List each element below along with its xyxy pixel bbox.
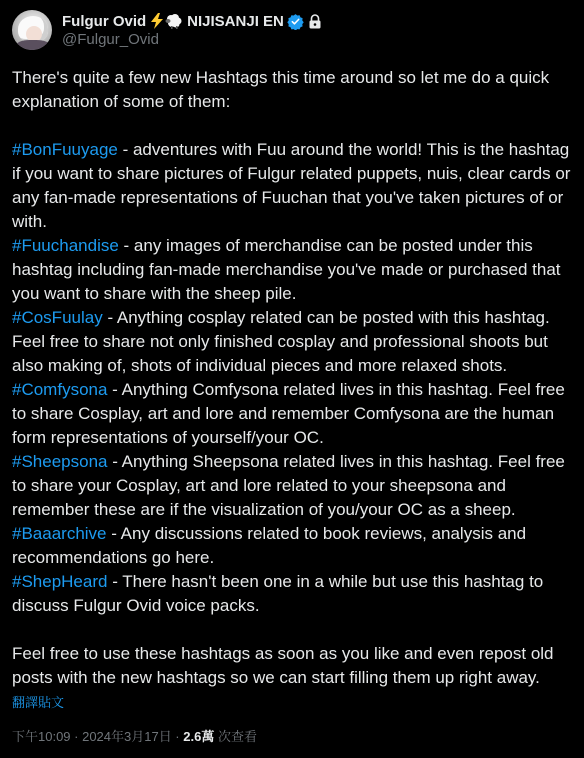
tweet-intro: There's quite a few new Hashtags this time around so let me do a quick explanation of some of them: (12, 68, 550, 111)
avatar[interactable] (12, 10, 52, 50)
lightning-emoji-icon (150, 13, 164, 29)
author-display-name[interactable]: Fulgur Ovid (62, 12, 147, 30)
hashtag-description: - Anything cosplay related can be posted with this hashtag. Feel free to share not only finished cosplay and professional shoots but also making of, shots of individual pieces and more relaxed shots. (12, 308, 550, 375)
hashtag-link[interactable]: #CosFuulay (12, 308, 103, 327)
hashtag-item (12, 378, 574, 450)
sheep-emoji-icon (165, 13, 183, 29)
hashtag-description: - adventures with Fuu around the world! This is the hashtag if you want to share pictures of Fulgur related puppets, nuis, clear cards or any fan-made representations of Fuuchan that you've taken pictures of or with. (12, 140, 571, 231)
hashtag-description: - There hasn't been one in a while but use this hashtag to discuss Fulgur Ovid voice packs. (12, 572, 544, 615)
hashtag-item (12, 570, 574, 618)
author-handle[interactable]: @Fulgur_Ovid (62, 31, 159, 48)
hashtag-link[interactable]: #Fuuchandise (12, 236, 119, 255)
author-org: NIJISANJI EN (187, 12, 284, 30)
hashtag-item (12, 138, 574, 234)
hashtag-description: - Anything Sheepsona related lives in this hashtag. Feel free to share your Cosplay, art and lore related to your sheepsona and remember these are if the visualization of you/your OC as a sheep. (12, 452, 565, 519)
tweet-outro: Feel free to use these hashtags as soon as you like and even repost old posts with the new hashtags so we can start filling them up right away. (12, 644, 554, 687)
views-label: 次查看 (214, 729, 257, 744)
hashtag-item (12, 234, 574, 306)
author-name-row[interactable] (62, 11, 322, 31)
translate-post-link[interactable]: 翻譯貼文 (12, 695, 65, 710)
hashtag-description: - any images of merchandise can be posted under this hashtag including fan-made merchandise you've made or purchased that you want to share with the sheep pile. (12, 236, 561, 303)
hashtag-link[interactable]: #Sheepsona (12, 452, 108, 471)
hashtag-link[interactable]: #BonFuuyage (12, 140, 118, 159)
hashtag-link[interactable]: #ShepHeard (12, 572, 108, 591)
hashtag-description: - Anything Comfysona related lives in this hashtag. Feel free to share Cosplay, art and lore and remember Comfysona are the human form representations of yourself/your OC. (12, 380, 565, 447)
lock-icon (308, 14, 322, 29)
views-count: 2.6萬 (183, 729, 215, 744)
hashtag-link[interactable]: #Baaarchive (12, 524, 107, 543)
verified-badge-icon[interactable] (287, 13, 304, 30)
hashtag-item (12, 522, 574, 570)
tweet-meta (12, 726, 257, 745)
hashtag-item (12, 306, 574, 378)
hashtag-link[interactable]: #Comfysona (12, 380, 108, 399)
hashtag-description: - Any discussions related to book reviews, analysis and recommendations go here. (12, 524, 527, 567)
tweet-timestamp[interactable]: 下午10:09 · 2024年3月17日 · (12, 729, 184, 744)
tweet-header (12, 10, 572, 54)
hashtag-item (12, 450, 574, 522)
tweet-text (12, 66, 574, 690)
